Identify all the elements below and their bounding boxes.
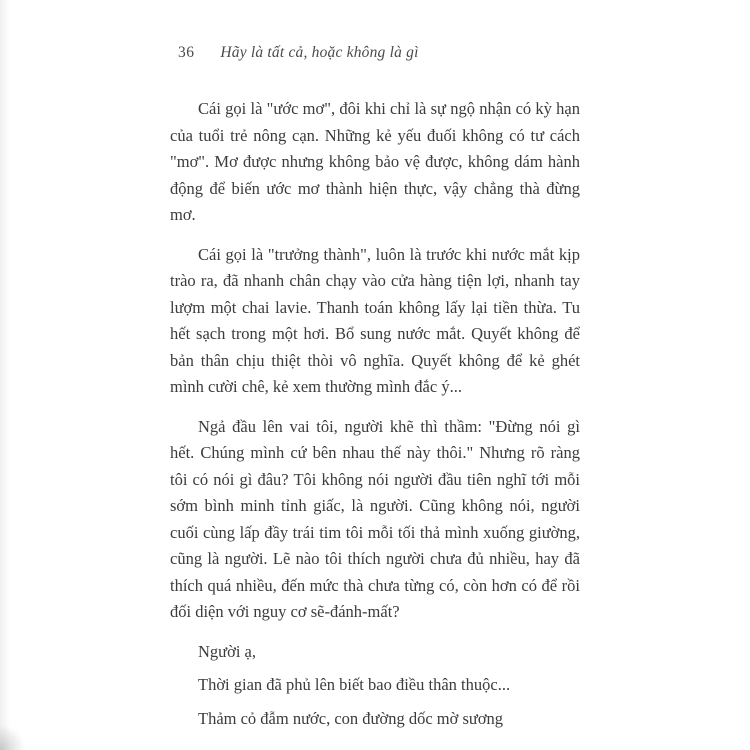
scan-edge-shadow: [0, 0, 10, 750]
page-body: [170, 96, 580, 739]
paragraph: Thảm cỏ đẫm nước, con đường dốc mờ sương: [198, 708, 504, 728]
page-header: [178, 44, 600, 62]
paragraph: Ngả đầu lên vai tôi, người khẽ thì thầm: "Đừng nói gì hết. Chúng mình cứ bên nhau thế này thôi." Nhưng rõ ràng tôi có nói gì đâu? Tôi không nói người đầu tiên nghĩ tới mỗi sớm bình minh tỉnh giấc, là người. Cũng không nói, người cuối cùng lấp đầy trái tim tôi mỗi tối thả mình xuống giường, cũng là người. Lẽ nào tôi thích người chưa đủ nhiều, hay đã thích quá nhiều, đến mức thà chưa từng có, còn hơn có để rồi đối diện với nguy cơ sẽ-đánh-mất?: [170, 416, 580, 621]
scan-corner-shadow: [0, 724, 26, 750]
paragraph: Thời gian đã phủ lên biết bao điều thân thuộc...: [198, 675, 511, 694]
running-title: Hãy là tất cả, hoặc không là gì: [220, 44, 419, 61]
paragraph: Cái gọi là "ước mơ", đôi khi chỉ là sự ngộ nhận có kỳ hạn của tuổi trẻ nông cạn. Những kẻ yếu đuối không có tư cách "mơ". Mơ được nhưng không bảo vệ được, không dám hành động để biến ước mơ thành hiện thực, vậy chẳng thà đừng mơ.: [170, 99, 580, 224]
page-number: 36: [178, 44, 195, 61]
paragraph: Cái gọi là "trưởng thành", luôn là trước khi nước mắt kịp trào ra, đã nhanh chân chạy vào cửa hàng tiện lợi, nhanh tay lượm một chai lavie. Thanh toán không lấy lại tiền thừa. Tu hết sạch trong một hơi. Bổ sung nước mắt. Quyết không để bản thân chịu thiệt thòi vô nghĩa. Quyết không để kẻ ghét mình cười chê, kẻ xem thường mình đắc ý...: [170, 244, 580, 396]
paragraph: Người ạ,: [198, 641, 256, 661]
